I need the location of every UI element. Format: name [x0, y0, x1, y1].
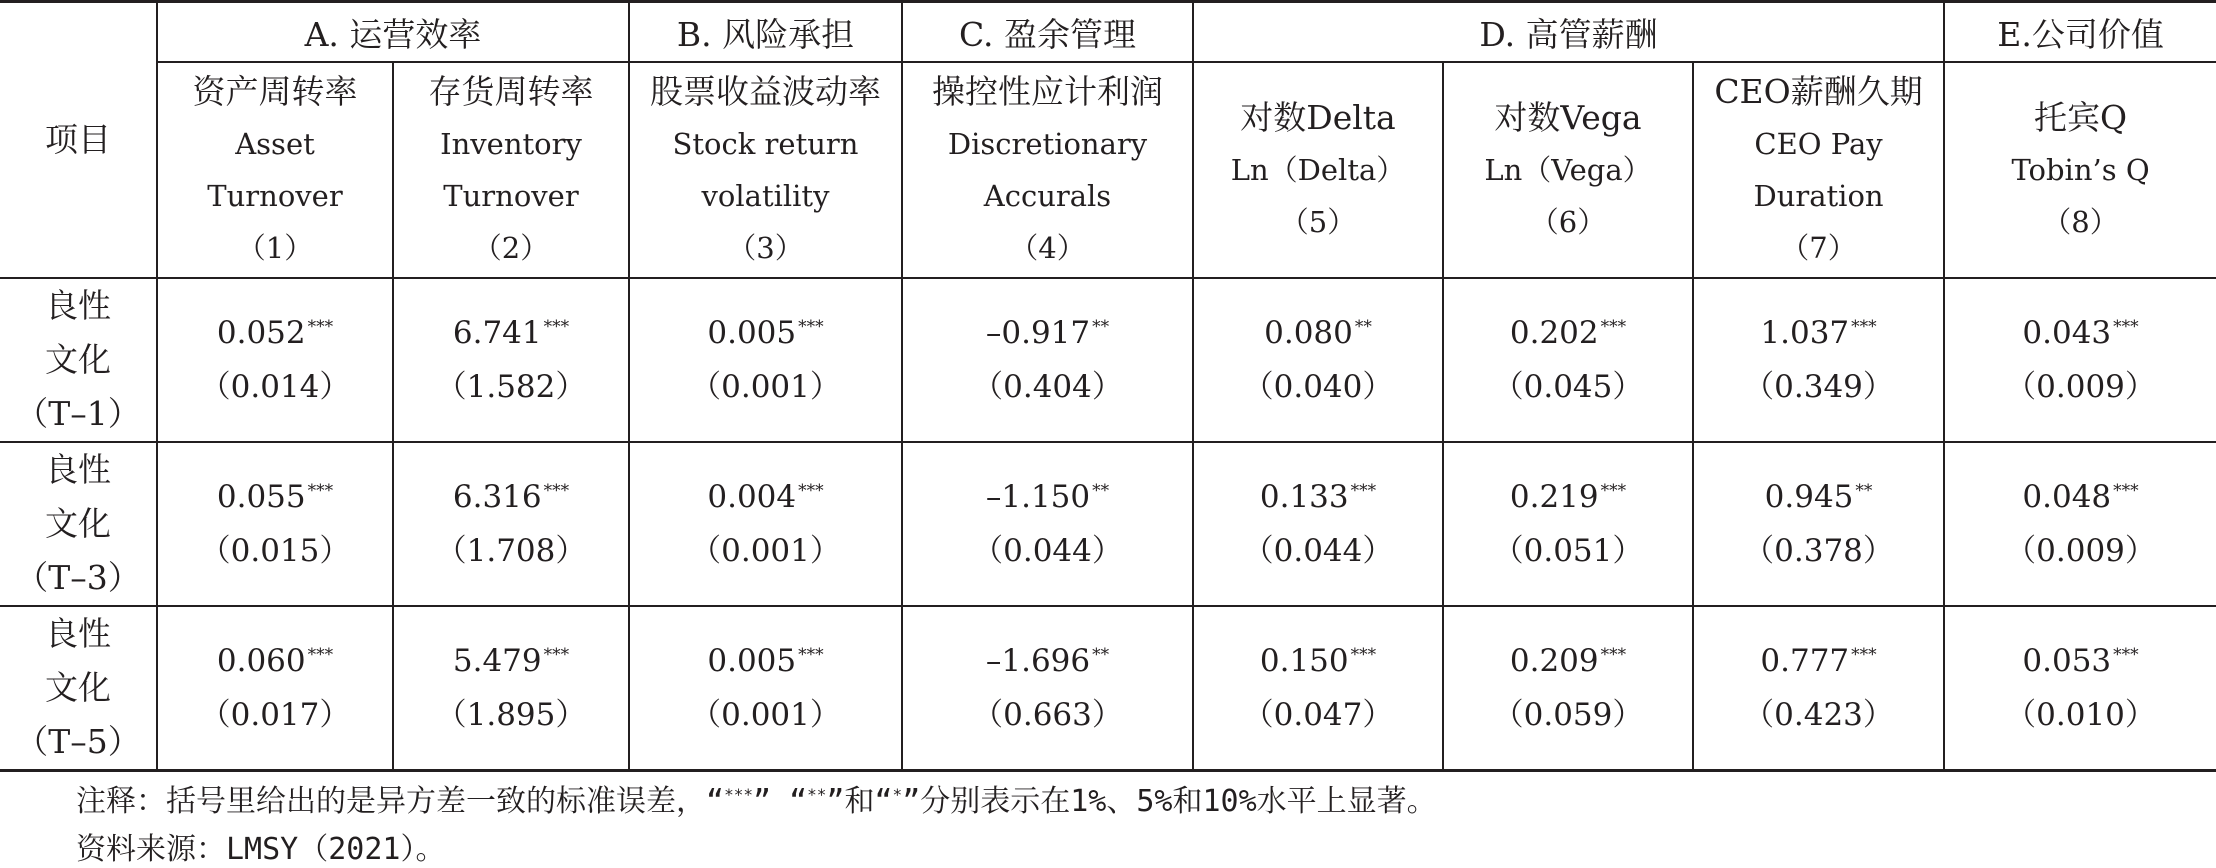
row-label-line: 良性 — [45, 286, 111, 325]
standard-error: （1.895） — [435, 697, 587, 733]
column-header-num: （6） — [1529, 205, 1607, 239]
row-label-line: （T–3） — [15, 558, 141, 597]
row-label-line: 文化 — [45, 504, 111, 543]
table-cell — [1944, 606, 2216, 771]
group-header-operating-efficiency: A. 运营效率 — [157, 2, 629, 63]
group-header-row — [0, 2, 2216, 63]
column-header-cn: 托宾Q — [2034, 98, 2128, 137]
table-cell — [1693, 278, 1944, 442]
table-cell — [1944, 278, 2216, 442]
coefficient-value: 0.219 — [1509, 479, 1599, 515]
coefficient — [630, 470, 901, 524]
table-cell — [1193, 278, 1443, 442]
table-cell — [393, 442, 629, 606]
coefficient-value: –0.917 — [985, 315, 1091, 351]
coefficient-value: 0.777 — [1760, 643, 1850, 679]
significance-stars: ** — [1092, 645, 1110, 665]
note-marker-10pct: * — [892, 785, 903, 804]
standard-error: （0.378） — [1743, 533, 1894, 569]
column-header-en2: Turnover — [443, 179, 579, 213]
coefficient-value: 1.037 — [1760, 315, 1850, 351]
standard-error: （1.582） — [435, 369, 587, 405]
column-header-cn: 存货周转率 — [428, 72, 594, 111]
coefficient — [630, 306, 901, 360]
significance-stars: *** — [543, 481, 570, 501]
coefficient-value: 0.005 — [707, 315, 797, 351]
column-header — [629, 62, 902, 278]
group-header-earnings-management: C. 盈余管理 — [902, 2, 1193, 63]
column-header — [1693, 62, 1944, 278]
column-header-en2: Accurals — [983, 179, 1112, 213]
row-label-line: 良性 — [45, 614, 111, 653]
column-header-en1: CEO Pay — [1754, 127, 1883, 161]
column-header-num: （5） — [1279, 205, 1357, 239]
column-header-num: （2） — [472, 231, 550, 265]
column-header-en1: Tobin’s Q — [2011, 153, 2150, 187]
column-header-en1: Discretionary — [947, 127, 1148, 161]
row-label — [0, 278, 157, 442]
significance-stars: *** — [2113, 481, 2139, 501]
coefficient-value: 6.741 — [452, 315, 542, 351]
table-cell — [902, 278, 1193, 442]
significance-stars: *** — [307, 317, 334, 337]
significance-stars: *** — [1600, 317, 1627, 337]
column-header-cn: 对数Delta — [1240, 98, 1396, 137]
coefficient-value: 0.945 — [1764, 479, 1854, 515]
coefficient-value: 0.005 — [707, 643, 797, 679]
table-cell — [1443, 278, 1693, 442]
item-header: 项目 — [0, 2, 157, 279]
significance-stars: *** — [1600, 481, 1627, 501]
coefficient — [1194, 634, 1442, 688]
coefficient — [1694, 634, 1943, 688]
coefficient — [903, 634, 1192, 688]
coefficient — [158, 634, 392, 688]
coefficient-value: 0.080 — [1264, 315, 1353, 351]
table-cell — [393, 606, 629, 771]
table-cell — [1443, 606, 1693, 771]
row-label — [0, 606, 157, 771]
row-label-line: 良性 — [45, 450, 111, 489]
row-label-line: 文化 — [45, 668, 111, 707]
significance-stars: *** — [1851, 317, 1877, 337]
coefficient-value: 0.048 — [2022, 479, 2112, 515]
coefficient — [158, 306, 392, 360]
group-header-executive-pay: D. 高管薪酬 — [1193, 2, 1944, 63]
coefficient — [1945, 470, 2216, 524]
column-header — [157, 62, 393, 278]
column-header — [902, 62, 1193, 278]
column-header-en1: Ln（Vega） — [1484, 153, 1652, 187]
standard-error: （0.045） — [1492, 369, 1644, 405]
row-label — [0, 442, 157, 606]
coefficient — [630, 634, 901, 688]
table-cell — [393, 278, 629, 442]
row-label-line: （T–5） — [15, 722, 141, 761]
table-cell — [1443, 442, 1693, 606]
coefficient-value: 0.060 — [216, 643, 306, 679]
significance-stars: *** — [1350, 481, 1377, 501]
row-label-line: （T–1） — [15, 394, 141, 433]
coefficient — [158, 470, 392, 524]
column-header-en1: Inventory — [440, 127, 582, 161]
standard-error: （0.009） — [2005, 369, 2156, 405]
source-note: 资料来源：LMSY（2021）。 — [76, 832, 446, 867]
coefficient — [1694, 470, 1943, 524]
column-header-num: （8） — [2042, 205, 2119, 239]
standard-error: （0.015） — [199, 533, 351, 569]
coefficient-value: –1.150 — [985, 479, 1091, 515]
significance-stars: ** — [1092, 317, 1110, 337]
coefficient — [1945, 306, 2216, 360]
column-header-num: （3） — [727, 231, 804, 265]
standard-error: （0.404） — [972, 369, 1123, 405]
standard-error: （0.014） — [199, 369, 351, 405]
standard-error: （0.059） — [1492, 697, 1644, 733]
coefficient-value: 0.055 — [216, 479, 306, 515]
standard-error: （0.051） — [1492, 533, 1644, 569]
coefficient — [394, 470, 628, 524]
coefficient — [394, 634, 628, 688]
column-header — [393, 62, 629, 278]
coefficient-value: 0.004 — [707, 479, 797, 515]
standard-error: （0.001） — [690, 697, 841, 733]
coefficient-value: 0.202 — [1509, 315, 1599, 351]
column-header — [1193, 62, 1443, 278]
coefficient — [1444, 306, 1692, 360]
coefficient — [1194, 306, 1442, 360]
coefficient-value: 5.479 — [452, 643, 542, 679]
group-header-firm-value: E.公司价值 — [1944, 2, 2216, 63]
column-header-en1: Asset — [235, 127, 315, 161]
column-header-en1: Ln（Delta） — [1230, 153, 1406, 187]
significance-stars: *** — [1851, 645, 1877, 665]
significance-stars: *** — [307, 481, 334, 501]
table-note — [76, 776, 1437, 820]
standard-error: （0.017） — [199, 697, 351, 733]
coefficient-value: 6.316 — [452, 479, 542, 515]
table-row — [0, 278, 2216, 442]
table-cell — [1693, 442, 1944, 606]
column-header-en2: Turnover — [207, 179, 343, 213]
significance-stars: ** — [1354, 317, 1372, 337]
significance-stars: *** — [2113, 645, 2139, 665]
table-cell — [902, 442, 1193, 606]
standard-error: （0.044） — [1242, 533, 1394, 569]
coefficient-value: 0.053 — [2022, 643, 2112, 679]
column-header-row — [0, 62, 2216, 278]
coefficient-value: 0.209 — [1509, 643, 1599, 679]
group-header-risk-taking: B. 风险承担 — [629, 2, 902, 63]
column-header-cn: 操控性应计利润 — [932, 72, 1163, 111]
standard-error: （0.040） — [1242, 369, 1394, 405]
coefficient — [1694, 306, 1943, 360]
column-header — [1944, 62, 2216, 278]
column-header-num: （7） — [1780, 231, 1857, 265]
table-cell — [902, 606, 1193, 771]
standard-error: （0.001） — [690, 533, 841, 569]
standard-error: （0.047） — [1242, 697, 1394, 733]
coefficient — [1194, 470, 1442, 524]
table-cell — [1193, 606, 1443, 771]
column-header-cn: 对数Vega — [1494, 98, 1642, 137]
significance-stars: *** — [798, 481, 824, 501]
table-cell — [629, 442, 902, 606]
significance-stars: *** — [1600, 645, 1627, 665]
significance-stars: *** — [543, 645, 570, 665]
note-marker-5pct: ** — [807, 785, 827, 804]
table-cell — [1944, 442, 2216, 606]
significance-stars: ** — [1855, 481, 1873, 501]
column-header-en1: Stock return — [672, 127, 859, 161]
coefficient-value: 0.150 — [1259, 643, 1349, 679]
note-text: ” “ — [752, 784, 808, 819]
significance-stars: *** — [1350, 645, 1377, 665]
column-header-en2: volatility — [701, 179, 830, 213]
significance-stars: *** — [307, 645, 334, 665]
table-cell — [629, 606, 902, 771]
coefficient-value: 0.043 — [2022, 315, 2112, 351]
standard-error: （1.708） — [435, 533, 587, 569]
table-cell — [157, 606, 393, 771]
column-header-en2: Duration — [1753, 179, 1884, 213]
table-cell — [157, 442, 393, 606]
coefficient-value: 0.133 — [1259, 479, 1349, 515]
column-header — [1443, 62, 1693, 278]
coefficient — [903, 306, 1192, 360]
table-cell — [629, 278, 902, 442]
note-text: 注释：括号里给出的是异方差一致的标准误差，“ — [76, 784, 725, 819]
column-header-cn: 资产周转率 — [192, 72, 358, 111]
table-row — [0, 606, 2216, 771]
coefficient-value: –1.696 — [985, 643, 1091, 679]
standard-error: （0.009） — [2005, 533, 2156, 569]
column-header-cn: 股票收益波动率 — [650, 72, 881, 111]
standard-error: （0.423） — [1743, 697, 1894, 733]
table-cell — [157, 278, 393, 442]
table-row — [0, 442, 2216, 606]
column-header-num: （4） — [1009, 231, 1086, 265]
coefficient — [394, 306, 628, 360]
coefficient — [1444, 634, 1692, 688]
significance-stars: *** — [2113, 317, 2139, 337]
standard-error: （0.663） — [972, 697, 1123, 733]
coefficient — [903, 470, 1192, 524]
column-header-cn: CEO薪酬久期 — [1714, 72, 1923, 111]
note-text: ”和“ — [826, 784, 893, 819]
note-text: ”分别表示在1%、5%和10%水平上显著。 — [902, 784, 1437, 819]
table-cell — [1693, 606, 1944, 771]
column-header-num: （1） — [236, 231, 314, 265]
row-label-line: 文化 — [45, 340, 111, 379]
significance-stars: *** — [543, 317, 570, 337]
coefficient — [1945, 634, 2216, 688]
standard-error: （0.044） — [972, 533, 1123, 569]
coefficient — [1444, 470, 1692, 524]
note-marker-1pct: *** — [724, 785, 753, 804]
coefficient-value: 0.052 — [216, 315, 306, 351]
standard-error: （0.010） — [2005, 697, 2156, 733]
standard-error: （0.349） — [1743, 369, 1894, 405]
table-cell — [1193, 442, 1443, 606]
standard-error: （0.001） — [690, 369, 841, 405]
significance-stars: ** — [1092, 481, 1110, 501]
significance-stars: *** — [798, 317, 824, 337]
significance-stars: *** — [798, 645, 824, 665]
